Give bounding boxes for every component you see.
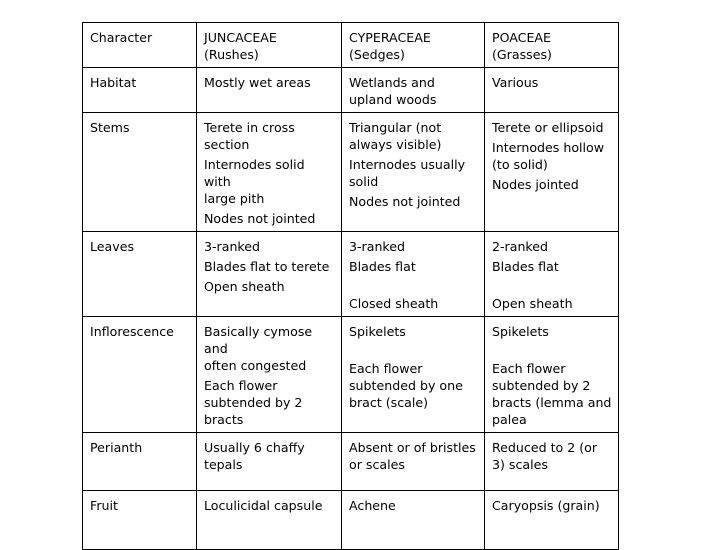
cell-text: Achene [349,498,396,513]
cell-fruit-juncaceae [197,491,342,550]
cell-inflorescence-poaceae [485,317,619,433]
cell-text: Various [492,75,539,90]
row-leaves-label [83,232,197,317]
row-habitat [83,68,619,113]
cell-text: bracts [204,412,244,427]
cell-text: Nodes not jointed [349,194,461,209]
cell-text: Each flower [204,378,278,393]
row-fruit-label-text: Fruit [90,498,118,513]
header-character [83,23,197,68]
row-habitat-label [83,68,197,113]
cell-text: Terete or ellipsoid [492,120,604,135]
cell-perianth-poaceae [485,433,619,491]
cell-text: subtended by 2 [492,378,591,393]
cell-text: 2-ranked [492,239,549,254]
family-comparison-table [82,22,619,550]
cell-text: 3-ranked [349,239,406,254]
header-poaceae-common: (Grasses) [492,47,552,62]
cell-text: Reduced to 2 (or [492,440,598,455]
cell-text: Mostly wet areas [204,75,311,90]
cell-text: Open sheath [204,279,285,294]
cell-text: Usually 6 chaffy [204,440,305,455]
cell-leaves-cyperaceae [342,232,485,317]
cell-text: bract (scale) [349,395,429,410]
cell-text: Nodes not jointed [204,211,316,226]
cell-inflorescence-juncaceae [197,317,342,433]
row-inflorescence [83,317,619,433]
row-inflorescence-label [83,317,197,433]
cell-text: Loculicidal capsule [204,498,323,513]
row-perianth-label [83,433,197,491]
cell-text: subtended by one [349,378,463,393]
cell-text: Caryopsis (grain) [492,498,600,513]
cell-text: upland woods [349,92,437,107]
cell-text: Triangular (not [349,120,442,135]
header-row [83,23,619,68]
cell-text: section [204,137,250,152]
row-perianth [83,433,619,491]
header-juncaceae-name: JUNCACEAE [204,30,277,45]
cell-text: Nodes jointed [492,177,579,192]
cell-stems-cyperaceae [342,113,485,232]
cell-text: Each flower [492,361,566,376]
cell-text: large pith [204,191,265,206]
cell-text: bracts (lemma and [492,395,612,410]
cell-text: Blades flat [492,259,559,274]
row-fruit-label [83,491,197,550]
cell-stems-poaceae [485,113,619,232]
cell-text: subtended by 2 [204,395,303,410]
cell-text: 3-ranked [204,239,261,254]
cell-text: Internodes usually [349,157,466,172]
cell-text: Wetlands and [349,75,435,90]
cell-text: Blades flat [349,259,416,274]
cell-inflorescence-cyperaceae [342,317,485,433]
row-habitat-label-text: Habitat [90,75,137,90]
cell-text: Open sheath [492,296,573,311]
header-cyperaceae-common: (Sedges) [349,47,405,62]
cell-leaves-poaceae [485,232,619,317]
row-fruit [83,491,619,550]
header-juncaceae [197,23,342,68]
cell-leaves-juncaceae [197,232,342,317]
cell-habitat-juncaceae [197,68,342,113]
row-stems-label [83,113,197,232]
cell-text: 3) scales [492,457,548,472]
cell-text: often congested [204,358,307,373]
cell-text: tepals [204,457,243,472]
cell-habitat-poaceae [485,68,619,113]
cell-fruit-poaceae [485,491,619,550]
cell-text: Absent or of bristles [349,440,476,455]
cell-text: Spikelets [349,324,406,339]
row-perianth-label-text: Perianth [90,440,143,455]
cell-stems-juncaceae [197,113,342,232]
cell-text: Internodes solid with [204,157,305,189]
cell-fruit-cyperaceae [342,491,485,550]
cell-text: Basically cymose and [204,324,313,356]
cell-text: Internodes hollow [492,140,605,155]
cell-text: Blades flat to terete [204,259,330,274]
cell-text: Closed sheath [349,296,439,311]
row-inflorescence-label-text: Inflorescence [90,324,174,339]
cell-habitat-cyperaceae [342,68,485,113]
cell-text: solid [349,174,379,189]
cell-text: Each flower [349,361,423,376]
header-cyperaceae-name: CYPERACEAE [349,30,431,45]
header-poaceae [485,23,619,68]
cell-text: always visible) [349,137,442,152]
row-stems [83,113,619,232]
header-juncaceae-common: (Rushes) [204,47,259,62]
cell-perianth-juncaceae [197,433,342,491]
header-poaceae-name: POACEAE [492,30,552,45]
cell-text: (to solid) [492,157,548,172]
cell-text: Spikelets [492,324,549,339]
row-leaves-label-text: Leaves [90,239,135,254]
cell-perianth-cyperaceae [342,433,485,491]
header-cyperaceae [342,23,485,68]
cell-text: Terete in cross [204,120,295,135]
row-stems-label-text: Stems [90,120,130,135]
header-character-text: Character [90,30,153,45]
row-leaves [83,232,619,317]
cell-text: palea [492,412,527,427]
cell-text: or scales [349,457,405,472]
